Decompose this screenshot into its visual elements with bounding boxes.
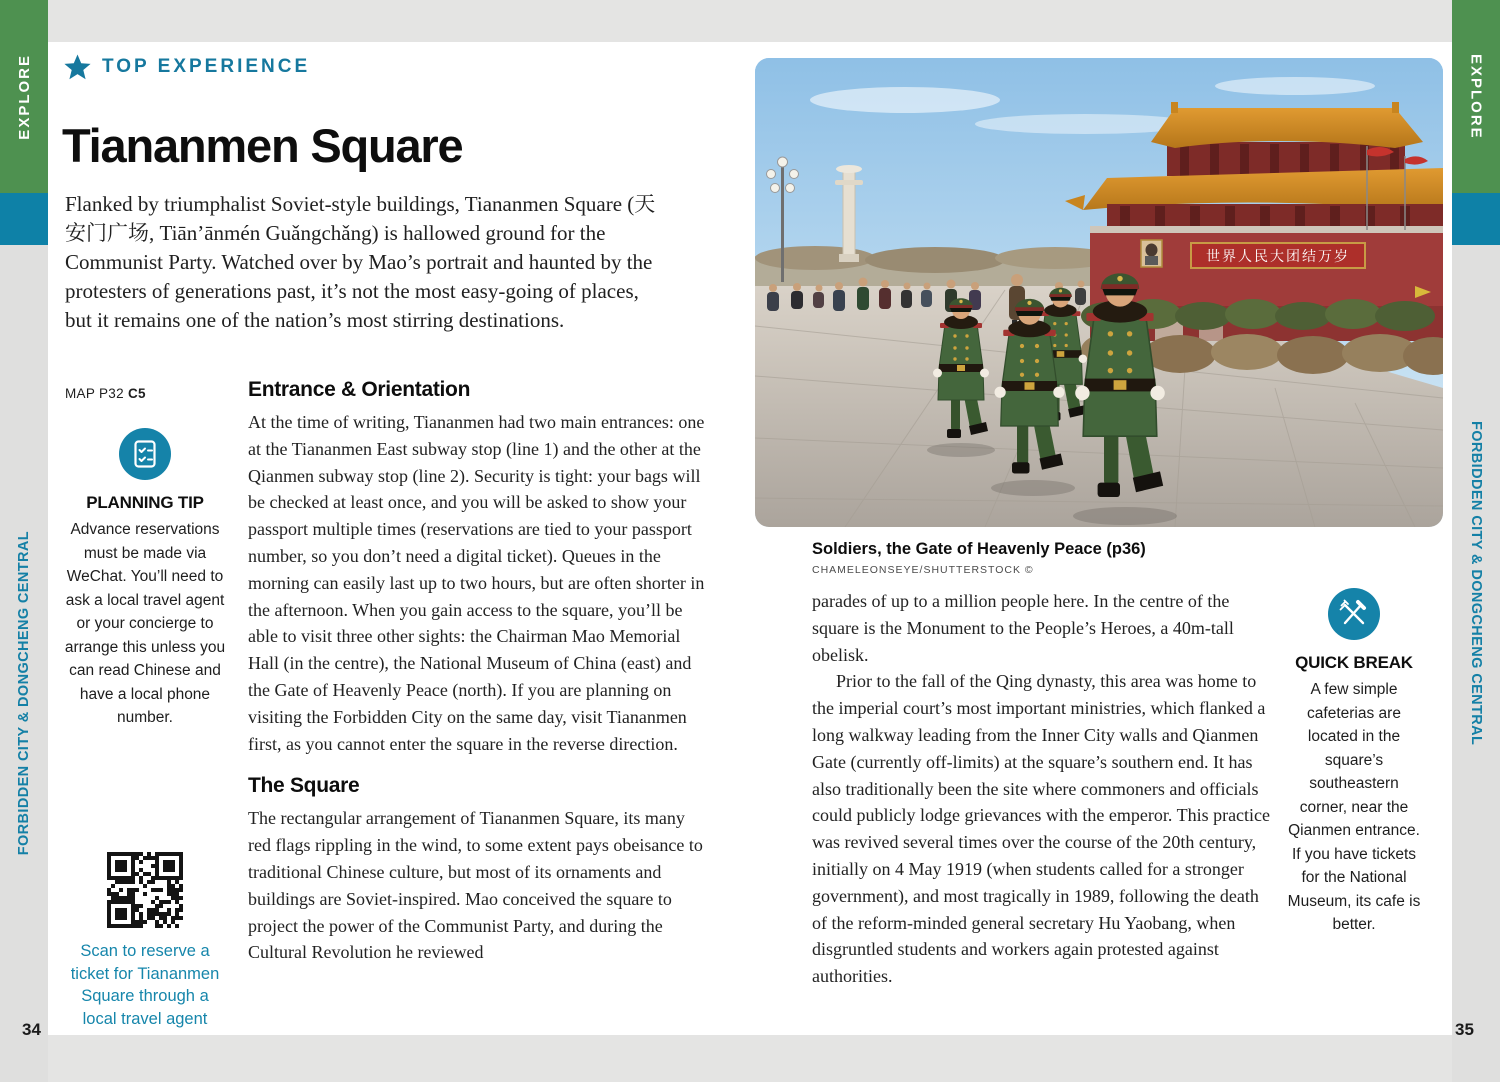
page-number-left: 34 — [22, 1020, 41, 1039]
left-teal-block — [0, 193, 48, 245]
quick-break-text: A few simple cafeterias are located in the square’s southeastern corner, near the Qianmen entrance. If you have tickets for the National Museum, its cafe is better. — [1287, 681, 1421, 933]
crossed-cutlery-icon — [1328, 588, 1380, 640]
intro-paragraph: Flanked by triumphalist Soviet-style buildings, Tiananmen Square (天安门广场, Tiān’ānmén Guǎngchǎng) is hallowed ground for the Communist Party. Watched over by Mao’s portrait and haunted by the protesters of generations past, it’s not the most easy-going of places, but it remains one of the nation’s most stirring destinations. — [65, 192, 656, 332]
map-ref-prefix: MAP P32 — [65, 386, 124, 401]
left-section-band — [0, 245, 48, 1082]
planning-tip-title: PLANNING TIP — [86, 493, 204, 512]
right-edge-band — [1452, 0, 1500, 1082]
right-explore-label: EXPLORE — [1467, 53, 1485, 140]
entrance-heading: Entrance & Orientation — [248, 378, 471, 401]
left-edge-band — [0, 0, 48, 1082]
left-text-column — [248, 378, 706, 966]
continuation-paragraph-2: Prior to the fall of the Qing dynasty, this area was home to the imperial court’s most important ministries, which flanked a long walkway leading from the Inner City walls and Qianmen Gate (currently off-limits) at the square’s southern end. It has also traditionally been the site where commoners and officials could publicly lodge grievances with the emperor. This practice was revived several times over the course of the 20th century, initially on 4 May 1919 (when students called for a stronger government), and most tragically in 1989, following the death of the reform-minded general secretary Hu Yaobang, when disgruntled students and workers again protested against authorities. — [812, 671, 1271, 987]
slogan-banner — [1191, 243, 1365, 268]
right-text-column — [812, 588, 1274, 990]
square-body: The rectangular arrangement of Tiananmen Square, its many red flags rippling in the wind, to some extent pays obeisance to traditional Chinese culture, but most of its ornaments and buildings are Soviet-inspired. Mao conceived the square to project the power of the Communist Party, and during the Cultural Revolution he reviewed — [248, 808, 703, 963]
entrance-body: At the time of writing, Tiananmen had two main entrances: one at the Tiananmen East subway stop (line 1) and the other at the Qianmen subway stop (line 2). Security is tight: your bags will be checked at least once, and you will be asked to show your passport multiple times (reservations are tied to your passport number, so you don’t need a digital ticket). Queues in the morning can easily last up to two hours, but are often shorter in the afternoon. When you gain access to the square, you’ll be able to visit three other sights: the Chairman Mao Memorial Hall (in the centre), the National Museum of China (east) and the Gate of Heavenly Peace (north). If you are planning on visiting the Forbidden City on the same day, visit Tiananmen first, as you cannot enter the square in the reverse direction. — [248, 412, 705, 754]
continuation-paragraph-1: parades of up to a million people here. In the centre of the square is the Monument to the People’s Heroes, a 40m-tall obelisk. — [812, 591, 1234, 665]
right-section-label: FORBIDDEN CITY & DONGCHENG CENTRAL — [1468, 421, 1484, 746]
checklist-icon — [119, 428, 171, 480]
top-experience-kicker — [64, 54, 310, 80]
map-ref-grid: C5 — [127, 386, 146, 401]
qr-box — [62, 852, 228, 1030]
photo-caption: Soldiers, the Gate of Heavenly Peace (p36) — [812, 540, 1146, 558]
page-number-right: 35 — [1455, 1020, 1474, 1039]
left-section-label: FORBIDDEN CITY & DONGCHENG CENTRAL — [16, 531, 32, 856]
kicker-label: TOP EXPERIENCE — [102, 56, 311, 77]
photo-credit: CHAMELEONSEYE/SHUTTERSTOCK © — [812, 564, 1034, 576]
banner-text: 世界人民大团结万岁 — [1206, 249, 1350, 265]
qr-code — [107, 852, 183, 928]
left-explore-tab — [0, 0, 48, 193]
left-explore-label: EXPLORE — [15, 53, 33, 140]
planning-tip-text: Advance reservations must be made via WeChat. You’ll need to ask a local travel agent or your concierge to arrange this unless you can read Chinese and have a local phone number. — [64, 521, 226, 726]
page-title: Tiananmen Square — [62, 119, 463, 172]
map-reference — [65, 386, 146, 401]
quick-break-box — [1284, 588, 1424, 937]
right-explore-tab — [1452, 0, 1500, 193]
mao-portrait — [1141, 240, 1162, 267]
planning-tip-box — [62, 428, 228, 730]
right-section-band — [1452, 245, 1500, 1082]
quick-break-title: QUICK BREAK — [1295, 653, 1413, 672]
qr-caption: Scan to reserve a ticket for Tiananmen Square through a local travel agent — [70, 942, 220, 1028]
photo-gate-of-heavenly-peace — [755, 58, 1443, 527]
star-icon — [64, 54, 91, 80]
square-heading: The Square — [248, 774, 360, 798]
right-teal-block — [1452, 193, 1500, 245]
